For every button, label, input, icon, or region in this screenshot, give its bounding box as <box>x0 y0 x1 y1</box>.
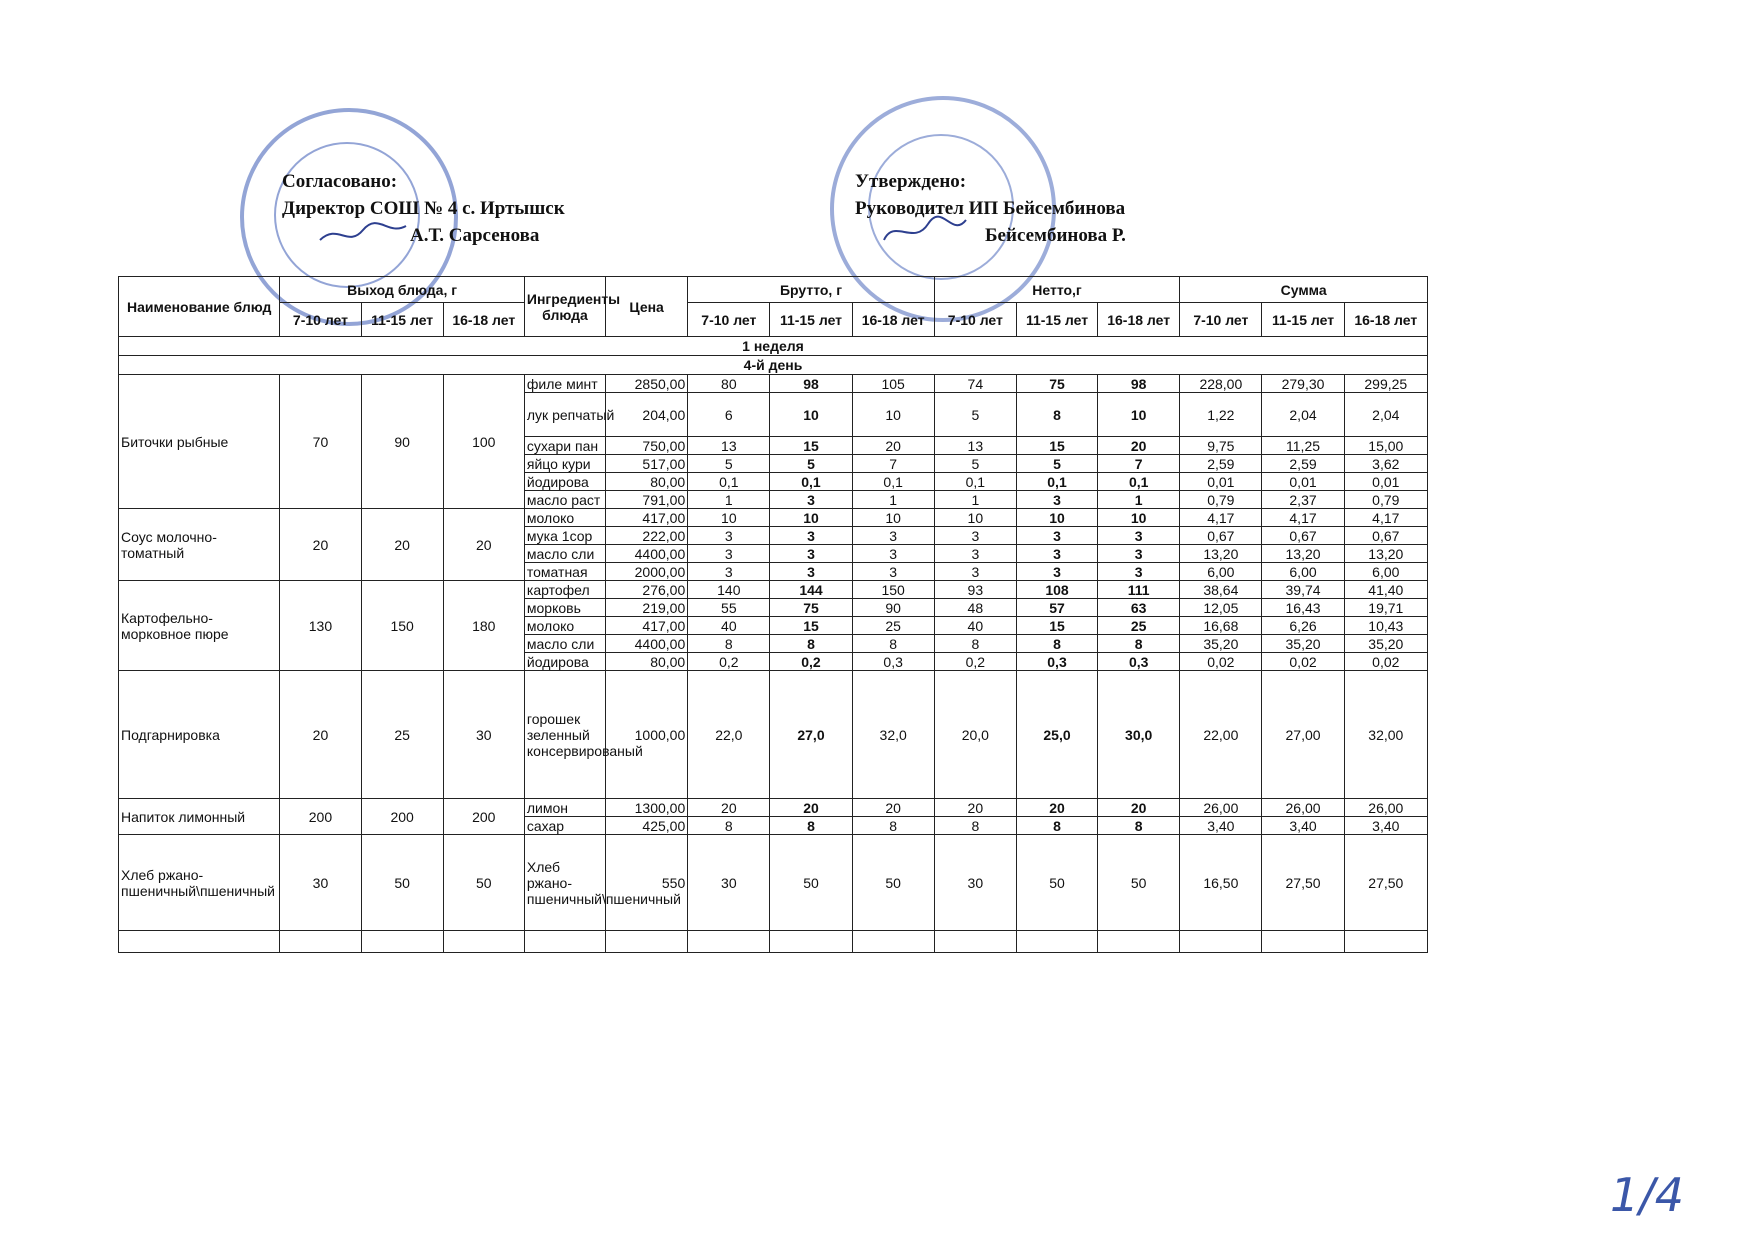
ingredient-netto-1: 0,1 <box>934 473 1016 491</box>
ingredient-netto-2: 8 <box>1016 817 1097 835</box>
ingredient-sum-1: 22,00 <box>1180 671 1262 799</box>
ingredient-brutto-3: 32,0 <box>852 671 934 799</box>
ingredient-netto-3: 0,1 <box>1098 473 1180 491</box>
dish-output-3: 100 <box>443 375 524 509</box>
ingredient-sum-3: 299,25 <box>1344 375 1427 393</box>
ingredient-name: йодирова <box>524 473 605 491</box>
ingredient-price: 80,00 <box>606 473 688 491</box>
ingredient-name: йодирова <box>524 653 605 671</box>
ingredient-netto-2: 3 <box>1016 545 1097 563</box>
ingredient-netto-3: 25 <box>1098 617 1180 635</box>
dish-output-1: 70 <box>280 375 361 509</box>
ingredient-brutto-3: 7 <box>852 455 934 473</box>
ingredient-netto-3: 1 <box>1098 491 1180 509</box>
ingredient-sum-3: 3,62 <box>1344 455 1427 473</box>
ingredient-sum-3: 13,20 <box>1344 545 1427 563</box>
ingredient-name: яйцо кури <box>524 455 605 473</box>
ingredient-sum-2: 13,20 <box>1262 545 1344 563</box>
ingredient-price: 219,00 <box>606 599 688 617</box>
ingredient-row <box>119 375 1428 393</box>
ingredient-sum-1: 16,50 <box>1180 835 1262 931</box>
approval-right <box>855 168 1126 249</box>
ingredient-brutto-2: 5 <box>770 455 852 473</box>
ingredient-sum-1: 0,01 <box>1180 473 1262 491</box>
ingredient-sum-3: 4,17 <box>1344 509 1427 527</box>
ingredient-brutto-2: 3 <box>770 527 852 545</box>
dish-output-2: 25 <box>361 671 443 799</box>
dish-name: Напиток лимонный <box>119 799 280 835</box>
ingredient-netto-3: 8 <box>1098 817 1180 835</box>
ingredient-name: горошек зеленный консервированый <box>524 671 605 799</box>
ingredient-sum-2: 27,00 <box>1262 671 1344 799</box>
ingredient-brutto-2: 10 <box>770 509 852 527</box>
ingredient-sum-2: 26,00 <box>1262 799 1344 817</box>
ingredient-netto-2: 3 <box>1016 527 1097 545</box>
page-number-mark: 1/4 <box>1610 1168 1685 1222</box>
ingredient-name: масло раст <box>524 491 605 509</box>
ingredient-brutto-3: 20 <box>852 799 934 817</box>
ingredient-netto-1: 5 <box>934 455 1016 473</box>
empty-cell <box>1344 931 1427 953</box>
ingredient-price: 791,00 <box>606 491 688 509</box>
ingredient-price: 2850,00 <box>606 375 688 393</box>
ingredient-netto-3: 3 <box>1098 545 1180 563</box>
ingredient-price: 80,00 <box>606 653 688 671</box>
ingredient-sum-3: 41,40 <box>1344 581 1427 599</box>
header-ingredients: Ингредиенты блюда <box>524 277 605 337</box>
ingredient-netto-1: 20,0 <box>934 671 1016 799</box>
approval-right-position: Руководител ИП Бейсембинова <box>855 198 1126 219</box>
ingredient-row <box>119 581 1428 599</box>
dish-output-1: 130 <box>280 581 361 671</box>
header-brutto-age-2: 11-15 лет <box>770 303 852 337</box>
ingredient-brutto-1: 3 <box>688 545 770 563</box>
ingredient-brutto-3: 105 <box>852 375 934 393</box>
ingredient-brutto-3: 150 <box>852 581 934 599</box>
ingredient-name: морковь <box>524 599 605 617</box>
ingredient-brutto-1: 0,2 <box>688 653 770 671</box>
ingredient-sum-2: 0,01 <box>1262 473 1344 491</box>
header-brutto-age-3: 16-18 лет <box>852 303 934 337</box>
menu-table <box>118 276 1428 953</box>
ingredient-price: 2000,00 <box>606 563 688 581</box>
empty-cell <box>1016 931 1097 953</box>
ingredient-netto-1: 3 <box>934 527 1016 545</box>
ingredient-name: сухари пан <box>524 437 605 455</box>
ingredient-name: филе минт <box>524 375 605 393</box>
empty-cell <box>1180 931 1262 953</box>
ingredient-netto-3: 30,0 <box>1098 671 1180 799</box>
ingredient-brutto-3: 90 <box>852 599 934 617</box>
ingredient-brutto-2: 3 <box>770 491 852 509</box>
ingredient-brutto-1: 80 <box>688 375 770 393</box>
dish-output-1: 20 <box>280 671 361 799</box>
ingredient-netto-3: 111 <box>1098 581 1180 599</box>
ingredient-price: 425,00 <box>606 817 688 835</box>
ingredient-brutto-2: 27,0 <box>770 671 852 799</box>
dish-output-2: 50 <box>361 835 443 931</box>
ingredient-brutto-1: 1 <box>688 491 770 509</box>
header-output: Выход блюда, г <box>280 277 525 303</box>
ingredient-netto-3: 98 <box>1098 375 1180 393</box>
dish-name: Подгарнировка <box>119 671 280 799</box>
header-netto: Нетто,г <box>934 277 1180 303</box>
ingredient-brutto-3: 8 <box>852 817 934 835</box>
dish-name: Хлеб ржано-пшеничный\пшеничный <box>119 835 280 931</box>
day-row <box>119 356 1428 375</box>
ingredient-price: 1300,00 <box>606 799 688 817</box>
ingredient-row <box>119 835 1428 931</box>
ingredient-brutto-3: 1 <box>852 491 934 509</box>
dish-name: Соус молочно-томатный <box>119 509 280 581</box>
ingredient-sum-3: 15,00 <box>1344 437 1427 455</box>
header-sum-age-2: 11-15 лет <box>1262 303 1344 337</box>
header-dish-name: Наименование блюд <box>119 277 280 337</box>
ingredient-netto-1: 0,2 <box>934 653 1016 671</box>
dish-output-2: 20 <box>361 509 443 581</box>
ingredient-sum-2: 39,74 <box>1262 581 1344 599</box>
header-sum-age-1: 7-10 лет <box>1180 303 1262 337</box>
ingredient-brutto-1: 3 <box>688 563 770 581</box>
ingredient-sum-1: 0,79 <box>1180 491 1262 509</box>
dish-output-2: 200 <box>361 799 443 835</box>
ingredient-sum-2: 2,37 <box>1262 491 1344 509</box>
ingredient-sum-2: 0,67 <box>1262 527 1344 545</box>
dish-output-1: 30 <box>280 835 361 931</box>
empty-cell <box>934 931 1016 953</box>
ingredient-netto-1: 20 <box>934 799 1016 817</box>
ingredient-netto-2: 0,3 <box>1016 653 1097 671</box>
ingredient-brutto-3: 3 <box>852 563 934 581</box>
ingredient-sum-3: 32,00 <box>1344 671 1427 799</box>
header-netto-age-3: 16-18 лет <box>1098 303 1180 337</box>
ingredient-price: 4400,00 <box>606 545 688 563</box>
header-brutto-age-1: 7-10 лет <box>688 303 770 337</box>
ingredient-sum-1: 4,17 <box>1180 509 1262 527</box>
ingredient-sum-3: 0,79 <box>1344 491 1427 509</box>
ingredient-netto-1: 48 <box>934 599 1016 617</box>
header-output-age-2: 11-15 лет <box>361 303 443 337</box>
ingredient-netto-3: 3 <box>1098 527 1180 545</box>
header-sum: Сумма <box>1180 277 1428 303</box>
ingredient-brutto-1: 6 <box>688 393 770 437</box>
ingredient-netto-2: 75 <box>1016 375 1097 393</box>
ingredient-brutto-2: 75 <box>770 599 852 617</box>
empty-row <box>119 931 1428 953</box>
ingredient-sum-3: 3,40 <box>1344 817 1427 835</box>
week-label: 1 неделя <box>119 337 1428 356</box>
ingredient-sum-2: 27,50 <box>1262 835 1344 931</box>
ingredient-brutto-3: 3 <box>852 527 934 545</box>
dish-output-3: 30 <box>443 671 524 799</box>
ingredient-sum-1: 13,20 <box>1180 545 1262 563</box>
header-netto-age-1: 7-10 лет <box>934 303 1016 337</box>
ingredient-name: молоко <box>524 509 605 527</box>
dish-output-1: 200 <box>280 799 361 835</box>
ingredient-name: молоко <box>524 617 605 635</box>
ingredient-sum-3: 10,43 <box>1344 617 1427 635</box>
ingredient-netto-1: 40 <box>934 617 1016 635</box>
ingredient-netto-2: 3 <box>1016 563 1097 581</box>
ingredient-netto-3: 20 <box>1098 799 1180 817</box>
ingredient-netto-3: 3 <box>1098 563 1180 581</box>
week-row <box>119 337 1428 356</box>
ingredient-sum-1: 2,59 <box>1180 455 1262 473</box>
ingredient-netto-1: 10 <box>934 509 1016 527</box>
empty-cell <box>361 931 443 953</box>
ingredient-sum-2: 0,02 <box>1262 653 1344 671</box>
empty-cell <box>852 931 934 953</box>
approval-right-name: Бейсембинова Р. <box>985 225 1126 246</box>
ingredient-brutto-3: 0,1 <box>852 473 934 491</box>
ingredient-brutto-3: 50 <box>852 835 934 931</box>
ingredient-sum-3: 19,71 <box>1344 599 1427 617</box>
ingredient-sum-1: 0,67 <box>1180 527 1262 545</box>
ingredient-sum-2: 279,30 <box>1262 375 1344 393</box>
ingredient-name: мука 1сор <box>524 527 605 545</box>
ingredient-brutto-2: 0,2 <box>770 653 852 671</box>
ingredient-brutto-3: 8 <box>852 635 934 653</box>
ingredient-row <box>119 799 1428 817</box>
ingredient-brutto-3: 10 <box>852 509 934 527</box>
empty-cell <box>524 931 605 953</box>
ingredient-brutto-3: 25 <box>852 617 934 635</box>
dish-output-3: 200 <box>443 799 524 835</box>
ingredient-brutto-1: 13 <box>688 437 770 455</box>
ingredient-brutto-1: 30 <box>688 835 770 931</box>
dish-output-3: 20 <box>443 509 524 581</box>
ingredient-name: картофел <box>524 581 605 599</box>
empty-cell <box>1262 931 1344 953</box>
ingredient-netto-1: 93 <box>934 581 1016 599</box>
ingredient-netto-3: 50 <box>1098 835 1180 931</box>
ingredient-price: 517,00 <box>606 455 688 473</box>
ingredient-brutto-2: 8 <box>770 635 852 653</box>
ingredient-brutto-1: 8 <box>688 817 770 835</box>
dish-output-2: 150 <box>361 581 443 671</box>
ingredient-sum-3: 26,00 <box>1344 799 1427 817</box>
header-price: Цена <box>606 277 688 337</box>
ingredient-row <box>119 509 1428 527</box>
ingredient-sum-2: 35,20 <box>1262 635 1344 653</box>
ingredient-sum-3: 35,20 <box>1344 635 1427 653</box>
ingredient-netto-3: 0,3 <box>1098 653 1180 671</box>
ingredient-sum-3: 2,04 <box>1344 393 1427 437</box>
approval-right-title: Утверждено: <box>855 171 967 192</box>
ingredient-brutto-1: 3 <box>688 527 770 545</box>
ingredient-sum-2: 3,40 <box>1262 817 1344 835</box>
ingredient-netto-2: 8 <box>1016 393 1097 437</box>
ingredient-brutto-2: 15 <box>770 617 852 635</box>
ingredient-price: 4400,00 <box>606 635 688 653</box>
ingredient-sum-2: 16,43 <box>1262 599 1344 617</box>
ingredient-netto-2: 50 <box>1016 835 1097 931</box>
ingredient-price: 750,00 <box>606 437 688 455</box>
dish-output-3: 50 <box>443 835 524 931</box>
ingredient-sum-1: 12,05 <box>1180 599 1262 617</box>
ingredient-sum-3: 0,02 <box>1344 653 1427 671</box>
empty-cell <box>280 931 361 953</box>
ingredient-netto-3: 10 <box>1098 509 1180 527</box>
header-output-age-1: 7-10 лет <box>280 303 361 337</box>
ingredient-brutto-2: 144 <box>770 581 852 599</box>
ingredient-name: лук репчатый <box>524 393 605 437</box>
ingredient-sum-3: 27,50 <box>1344 835 1427 931</box>
day-label: 4-й день <box>119 356 1428 375</box>
ingredient-name: сахар <box>524 817 605 835</box>
ingredient-brutto-2: 3 <box>770 545 852 563</box>
ingredient-price: 550 <box>606 835 688 931</box>
ingredient-sum-1: 0,02 <box>1180 653 1262 671</box>
ingredient-sum-1: 3,40 <box>1180 817 1262 835</box>
ingredient-sum-2: 6,26 <box>1262 617 1344 635</box>
empty-cell <box>1098 931 1180 953</box>
ingredient-sum-2: 6,00 <box>1262 563 1344 581</box>
ingredient-sum-1: 16,68 <box>1180 617 1262 635</box>
dish-output-2: 90 <box>361 375 443 509</box>
ingredient-price: 1000,00 <box>606 671 688 799</box>
ingredient-netto-2: 15 <box>1016 617 1097 635</box>
ingredient-brutto-3: 10 <box>852 393 934 437</box>
ingredient-sum-2: 2,59 <box>1262 455 1344 473</box>
empty-cell <box>688 931 770 953</box>
ingredient-netto-1: 3 <box>934 563 1016 581</box>
ingredient-netto-3: 8 <box>1098 635 1180 653</box>
ingredient-netto-2: 10 <box>1016 509 1097 527</box>
ingredient-brutto-1: 0,1 <box>688 473 770 491</box>
ingredient-brutto-1: 40 <box>688 617 770 635</box>
ingredient-netto-1: 8 <box>934 635 1016 653</box>
ingredient-netto-1: 5 <box>934 393 1016 437</box>
ingredient-price: 222,00 <box>606 527 688 545</box>
ingredient-netto-2: 5 <box>1016 455 1097 473</box>
ingredient-brutto-2: 10 <box>770 393 852 437</box>
ingredient-sum-2: 2,04 <box>1262 393 1344 437</box>
ingredient-sum-2: 11,25 <box>1262 437 1344 455</box>
empty-cell <box>443 931 524 953</box>
ingredient-netto-1: 1 <box>934 491 1016 509</box>
ingredient-brutto-3: 0,3 <box>852 653 934 671</box>
ingredient-brutto-2: 0,1 <box>770 473 852 491</box>
ingredient-netto-2: 57 <box>1016 599 1097 617</box>
ingredient-price: 276,00 <box>606 581 688 599</box>
ingredient-brutto-1: 10 <box>688 509 770 527</box>
ingredient-brutto-1: 8 <box>688 635 770 653</box>
ingredient-name: томатная <box>524 563 605 581</box>
ingredient-sum-3: 6,00 <box>1344 563 1427 581</box>
header-brutto: Брутто, г <box>688 277 935 303</box>
ingredient-netto-1: 74 <box>934 375 1016 393</box>
ingredient-netto-2: 25,0 <box>1016 671 1097 799</box>
ingredient-price: 204,00 <box>606 393 688 437</box>
ingredient-netto-3: 63 <box>1098 599 1180 617</box>
ingredient-row <box>119 671 1428 799</box>
ingredient-sum-1: 9,75 <box>1180 437 1262 455</box>
ingredient-netto-2: 0,1 <box>1016 473 1097 491</box>
ingredient-brutto-2: 3 <box>770 563 852 581</box>
ingredient-price: 417,00 <box>606 509 688 527</box>
ingredient-netto-2: 8 <box>1016 635 1097 653</box>
header-sum-age-3: 16-18 лет <box>1344 303 1427 337</box>
ingredient-brutto-2: 50 <box>770 835 852 931</box>
ingredient-netto-1: 8 <box>934 817 1016 835</box>
ingredient-name: лимон <box>524 799 605 817</box>
ingredient-brutto-3: 20 <box>852 437 934 455</box>
dish-name: Биточки рыбные <box>119 375 280 509</box>
ingredient-netto-2: 3 <box>1016 491 1097 509</box>
ingredient-sum-1: 35,20 <box>1180 635 1262 653</box>
ingredient-netto-2: 15 <box>1016 437 1097 455</box>
ingredient-sum-2: 4,17 <box>1262 509 1344 527</box>
ingredient-sum-1: 1,22 <box>1180 393 1262 437</box>
ingredient-netto-1: 13 <box>934 437 1016 455</box>
ingredient-netto-2: 20 <box>1016 799 1097 817</box>
approval-left-name: А.Т. Сарсенова <box>410 225 540 246</box>
ingredient-brutto-1: 22,0 <box>688 671 770 799</box>
ingredient-name: масло сли <box>524 545 605 563</box>
ingredient-netto-3: 7 <box>1098 455 1180 473</box>
dish-output-1: 20 <box>280 509 361 581</box>
header-output-age-3: 16-18 лет <box>443 303 524 337</box>
approval-left-title: Согласовано: <box>282 171 398 192</box>
ingredient-sum-3: 0,01 <box>1344 473 1427 491</box>
ingredient-brutto-1: 5 <box>688 455 770 473</box>
ingredient-sum-1: 228,00 <box>1180 375 1262 393</box>
ingredient-netto-1: 30 <box>934 835 1016 931</box>
ingredient-brutto-1: 140 <box>688 581 770 599</box>
ingredient-brutto-1: 20 <box>688 799 770 817</box>
ingredient-brutto-1: 55 <box>688 599 770 617</box>
ingredient-brutto-3: 3 <box>852 545 934 563</box>
ingredient-sum-1: 26,00 <box>1180 799 1262 817</box>
empty-cell <box>119 931 280 953</box>
ingredient-brutto-2: 20 <box>770 799 852 817</box>
empty-cell <box>606 931 688 953</box>
ingredient-price: 417,00 <box>606 617 688 635</box>
ingredient-brutto-2: 98 <box>770 375 852 393</box>
ingredient-netto-2: 108 <box>1016 581 1097 599</box>
ingredient-brutto-2: 15 <box>770 437 852 455</box>
ingredient-sum-1: 6,00 <box>1180 563 1262 581</box>
empty-cell <box>770 931 852 953</box>
ingredient-name: масло сли <box>524 635 605 653</box>
dish-output-3: 180 <box>443 581 524 671</box>
ingredient-name: Хлеб ржано-пшеничный\пшеничный <box>524 835 605 931</box>
ingredient-netto-3: 20 <box>1098 437 1180 455</box>
ingredient-sum-1: 38,64 <box>1180 581 1262 599</box>
header-netto-age-2: 11-15 лет <box>1016 303 1097 337</box>
approval-left <box>282 168 565 249</box>
ingredient-sum-3: 0,67 <box>1344 527 1427 545</box>
approval-left-position: Директор СОШ № 4 с. Иртышск <box>282 198 565 219</box>
ingredient-brutto-2: 8 <box>770 817 852 835</box>
ingredient-netto-3: 10 <box>1098 393 1180 437</box>
ingredient-netto-1: 3 <box>934 545 1016 563</box>
dish-name: Картофельно-морковное пюре <box>119 581 280 671</box>
